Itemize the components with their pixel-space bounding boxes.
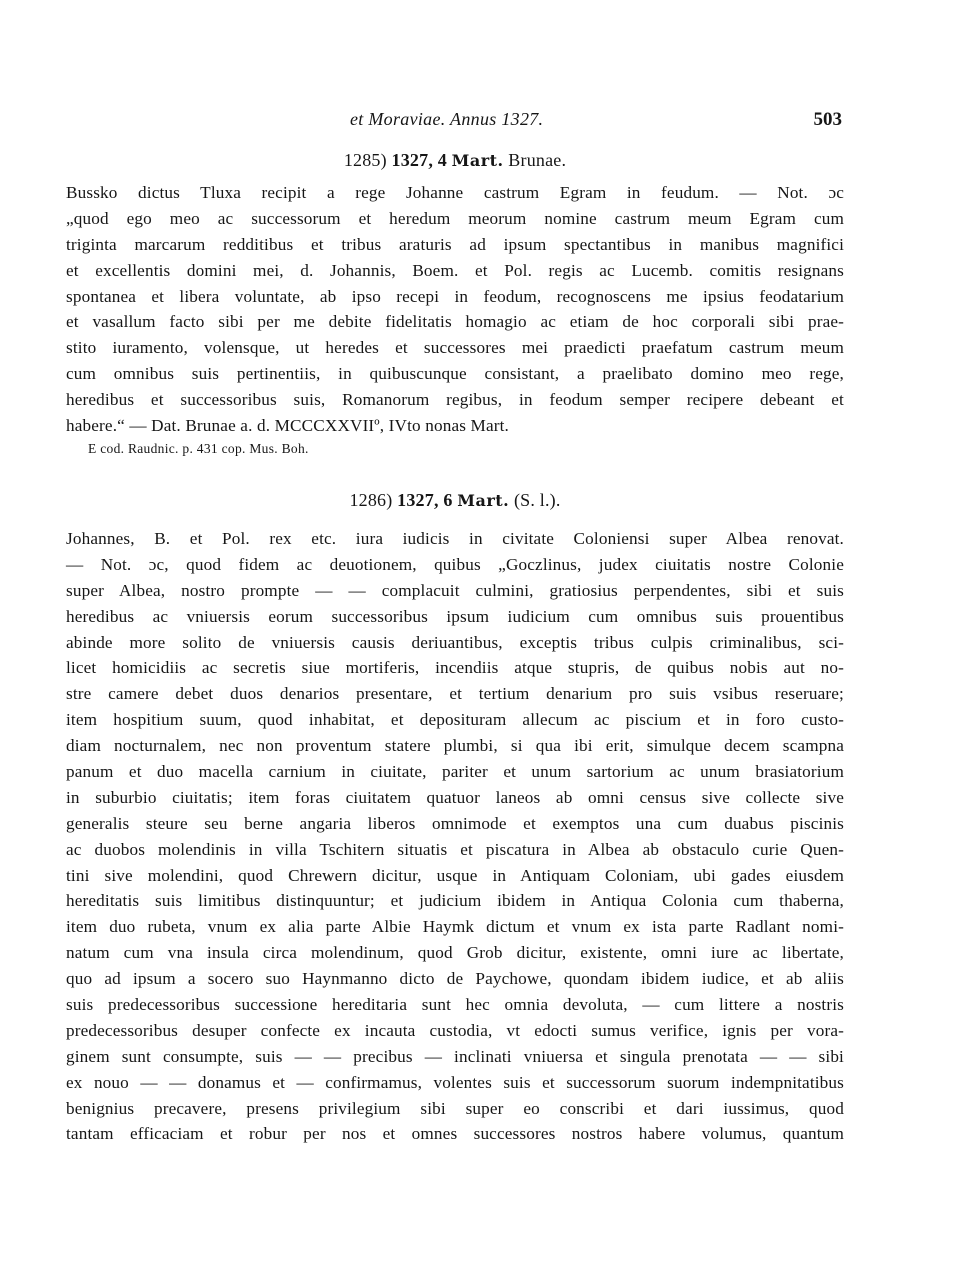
text-line: tini sive molendini, quod Chrewern dicitur, usque in Antiquam Coloniam, ubi gades eiusdem bbox=[66, 865, 844, 885]
entry-text-1286 bbox=[66, 526, 844, 1147]
text-line: et vasallum facto sibi per me debite fidelitatis homagio ac etiam de hoc corporali sibi prae- bbox=[66, 312, 844, 332]
text-line: Bussko dictus Tluxa recipit a rege Johanne castrum Egram in feudum. — Not. ɔc bbox=[66, 183, 844, 202]
text-line: super Albea, nostro prompte — — complacuit culmini, gratiosius perpendentes, sibi et suis bbox=[66, 580, 844, 600]
entry-date: 1327, 6 bbox=[397, 490, 453, 510]
entry-heading-1286 bbox=[66, 490, 844, 511]
text-line: stre camere debet duos denarios presentare, et tertium denarium pro suis vsibus reseruare; bbox=[66, 684, 844, 704]
page-number: 503 bbox=[813, 109, 842, 130]
text-line: — Not. ɔc, quod fidem ac deuotionem, quibus „Goczlinus, judex ciuitatis nostre Colonie bbox=[66, 554, 844, 574]
text-line: licet homicidiis ac secretis siue mortiferis, incendiis atque stupris, de quibus nobis aut no- bbox=[66, 658, 844, 678]
text-line: hereditatis suis limitibus distinquuntur; et judicium ibidem in Antiqua Colonia cum thaberna, bbox=[66, 891, 844, 911]
entry-month: Mart. bbox=[457, 491, 510, 510]
text-line: diam nocturnalem, nec non proventum statere plumbi, si qua ibi erit, simulque decem scampna bbox=[66, 736, 844, 756]
text-line: heredibus et successoribus suis, Romanorum regibus, in feodum semper recipere debeant et bbox=[66, 390, 844, 410]
text-line: item duo rubeta, vnum ex alia parte Albie Haymk dictum et vnum ex ista parte Radlant nomi- bbox=[66, 917, 844, 937]
text-line: generalis steure seu berne angaria liberos omnimode et exemptos una cum duabus piscinis bbox=[66, 813, 844, 833]
entry-text-1285 bbox=[66, 180, 844, 439]
text-line: in suburbio ciuitatis; item foras ciuitatem quatuor laneos ab omni census sive collecte sive bbox=[66, 787, 844, 807]
text-line: et excellentis domini mei, d. Johannis, Boem. et Pol. regis ac Lucemb. comitis resignans bbox=[66, 260, 844, 280]
text-line: cum omnibus suis pertinentiis, in quibuscunque consistant, a praelibato domino meo rege, bbox=[66, 364, 844, 384]
text-line: spontanea et libera voluntate, ab ipso recepi in feodum, recognoscens me ipsius feodatarium bbox=[66, 286, 844, 306]
running-title: et Moraviae. Annus 1327. bbox=[350, 109, 544, 129]
text-line: triginta marcarum redditibus et tribus araturis ad ipsum spectantibus in manibus magnifici bbox=[66, 234, 844, 254]
entry-month: Mart. bbox=[451, 151, 504, 170]
text-line: quo ad ipsum a socero suo Haynmanno dicto de Paychowe, quondam ibidem iudice, et ab aliis bbox=[66, 969, 844, 989]
text-line: Johannes, B. et Pol. rex etc. iura iudicis in civitate Coloniensi super Albea renovat. bbox=[66, 529, 844, 548]
text-line: panum et duo macella carnium in ciuitate, pariter et unum sartorium ac unum brasiatorium bbox=[66, 762, 844, 782]
source-citation: E cod. Raudnic. p. 431 cop. Mus. Boh. bbox=[88, 441, 309, 456]
entry-number: 1286) bbox=[349, 490, 393, 510]
text-line: stito iuramento, volensque, ut heredes et successores mei praedicti praefatum castrum meum bbox=[66, 338, 844, 358]
running-head bbox=[66, 109, 844, 133]
text-line: habere.“ — Dat. Brunae a. d. MCCCXXVIIº, IVto nonas Mart. bbox=[66, 416, 509, 436]
text-line: ex nouo — — donamus et — confirmamus, volentes suis et successorum suorum indempnitatibus bbox=[66, 1072, 844, 1092]
text-line: suis predecessoribus successione hereditaria sunt hec omnia devoluta, — cum littere a nostris bbox=[66, 995, 844, 1015]
text-line: ac duobos molendinis in villa Tschitern situatis et piscatura in Albea ab obstaculo curie Quen- bbox=[66, 839, 844, 859]
text-line: heredibus ac vniuersis eorum successoribus ipsum iudicium cum omnibus suis prouentibus bbox=[66, 606, 844, 626]
entry-place: Brunae. bbox=[508, 150, 567, 170]
text-line: ginem sunt consumpte, suis — — precibus — inclinati vniuersa et singula prenotata — — sibi bbox=[66, 1046, 844, 1066]
text-line: predecessoribus desuper confecte ex incauta custodia, vt edocti sumus verifice, ignis per vora- bbox=[66, 1020, 844, 1040]
text-line: tantam efficaciam et robur per nos et omnes successores nostros habere volumus, quantum bbox=[66, 1124, 844, 1144]
text-line: „quod ego meo ac successorum et heredum meorum nomine castrum meum Egram cum bbox=[66, 208, 844, 228]
entry-date: 1327, 4 bbox=[391, 150, 447, 170]
text-line: item hospitium suum, quod inhabitat, et deposituram allecum ac piscium et in foro custo- bbox=[66, 710, 844, 730]
entry-heading-1285 bbox=[66, 150, 844, 171]
text-line: benignius precavere, presens privilegium sibi super eo conscribi et dari iussimus, quod bbox=[66, 1098, 844, 1118]
text-line: abinde more solito de vniuersis causis deriuantibus, exceptis tribus culpis criminalibus, sci- bbox=[66, 632, 844, 652]
text-line: natum cum vna insula circa molendinum, quod Grob dicitur, existente, omni iure ac libertate, bbox=[66, 943, 844, 963]
entry-place: (S. l.). bbox=[513, 490, 561, 510]
entry-number: 1285) bbox=[343, 150, 387, 170]
